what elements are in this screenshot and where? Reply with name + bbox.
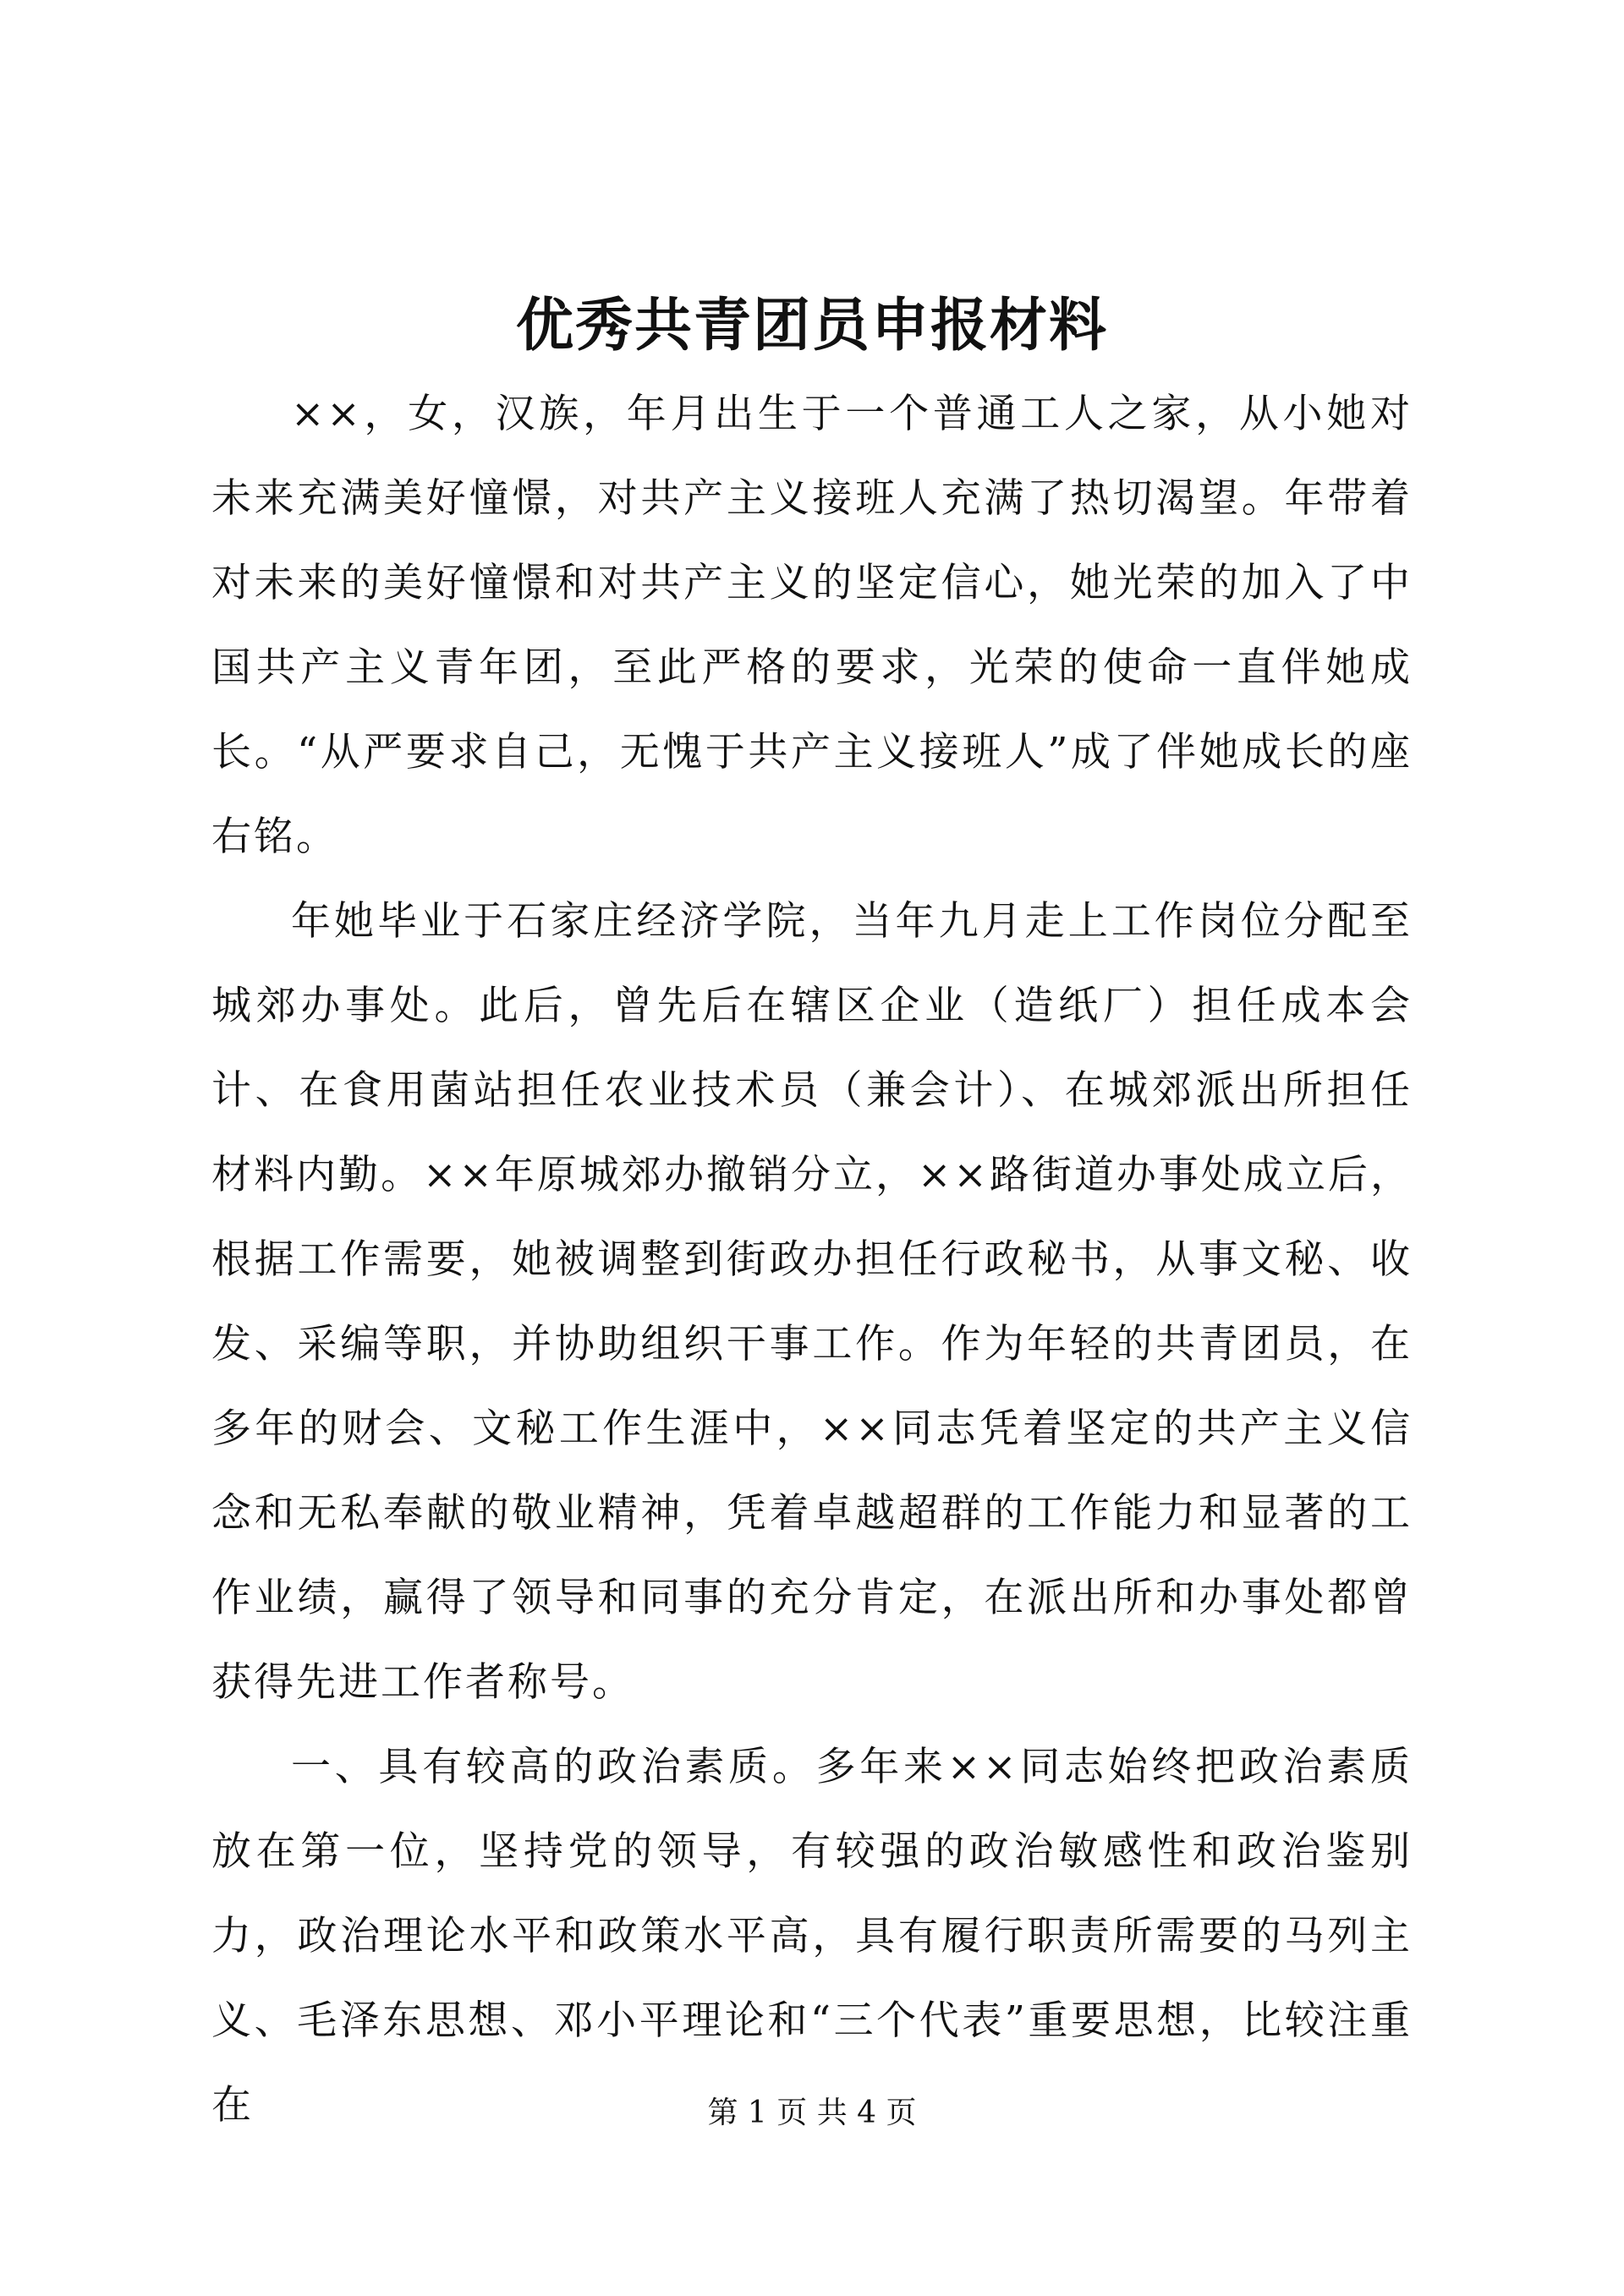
document-body bbox=[211, 372, 1413, 2148]
paragraph-career: 年她毕业于石家庄经济学院，当年九月走上工作岗位分配至城郊办事处。此后，曾先后在辖区企业（造纸厂）担任成本会计、在食用菌站担任农业技术员（兼会计）、在城郊派出所担任材料内勤。××年原城郊办撤销分立，××路街道办事处成立后，根据工作需要，她被调整到街政办担任行政秘书，从事文秘、收发、采编等职，并协助组织干事工作。作为年轻的共青团员，在多年的财会、文秘工作生涯中，××同志凭着坚定的共产主义信念和无私奉献的敬业精神，凭着卓越超群的工作能力和显著的工作业绩，赢得了领导和同事的充分肯定，在派出所和办事处都曾获得先进工作者称号。 bbox=[211, 898, 1413, 1706]
page-footer: 第 1 页 共 4 页 bbox=[707, 2096, 917, 2130]
document-title: 优秀共青团员申报材料 bbox=[515, 292, 1108, 359]
paragraph-political-quality: 一、具有较高的政治素质。多年来××同志始终把政治素质放在第一位，坚持党的领导，有较强的政治敏感性和政治鉴别力，政治理论水平和政策水平高，具有履行职责所需要的马列主义、毛泽东思想、邓小平理论和“三个代表”重要思想，比较注重在 bbox=[211, 1744, 1413, 2129]
paragraph-intro: ××，女，汉族，年月出生于一个普通工人之家，从小她对未来充满美好憧憬，对共产主义接班人充满了热切渴望。年带着对未来的美好憧憬和对共产主义的坚定信心，她光荣的加入了中国共产主义青年团，至此严格的要求，光荣的使命一直伴她成长。“从严要求自己，无愧于共产主义接班人”成了伴她成长的座右铭。 bbox=[211, 391, 1413, 860]
